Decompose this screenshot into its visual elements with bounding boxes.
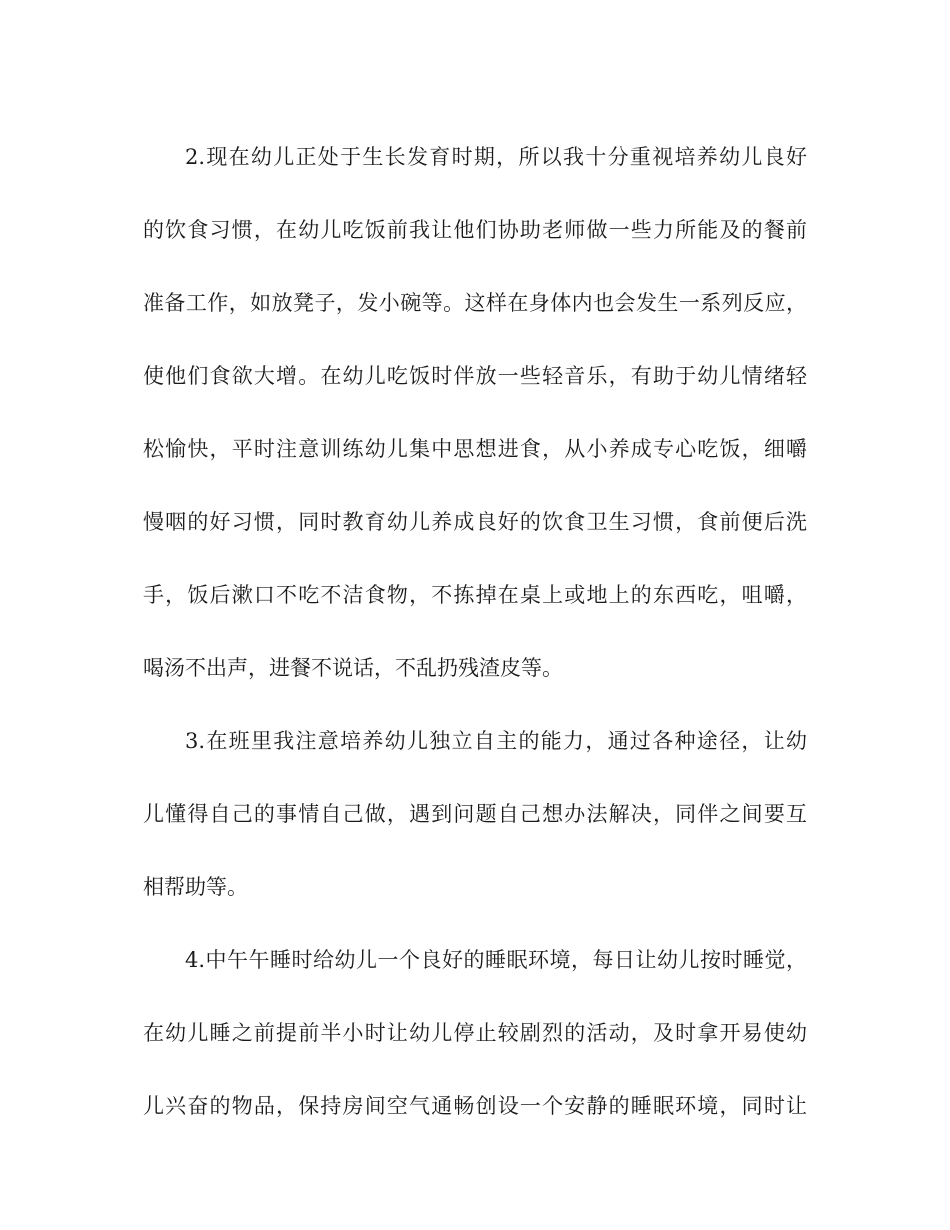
text-line: 2.现在幼儿正处于生长发育时期，所以我十分重视培养幼儿良好 xyxy=(185,145,807,169)
text-line: 手，饭后漱口不吃不洁食物，不拣掉在桌上或地上的东西吃，咀嚼， xyxy=(143,583,807,607)
text-line: 在幼儿睡之前提前半小时让幼儿停止较剧烈的活动，及时拿开易使幼 xyxy=(143,1021,807,1045)
text-line: 喝汤不出声，进餐不说话，不乱扔残渣皮等。 xyxy=(143,656,563,680)
text-line: 4.中午午睡时给幼儿一个良好的睡眠环境，每日让幼儿按时睡觉， xyxy=(185,948,807,972)
document-body xyxy=(143,121,807,1143)
paragraph-2 xyxy=(143,121,807,705)
paragraph-4 xyxy=(143,924,807,1143)
text-line: 3.在班里我注意培养幼儿独立自主的能力，通过各种途径，让幼 xyxy=(185,729,807,753)
text-line: 准备工作，如放凳子，发小碗等。这样在身体内也会发生一系列反应， xyxy=(143,291,807,315)
text-line: 松愉快，平时注意训练幼儿集中思想进食，从小养成专心吃饭，细嚼 xyxy=(143,437,807,461)
text-line: 的饮食习惯，在幼儿吃饭前我让他们协助老师做一些力所能及的餐前 xyxy=(143,218,807,242)
paragraph-3 xyxy=(143,705,807,924)
text-line: 相帮助等。 xyxy=(143,875,248,899)
text-line: 儿懂得自己的事情自己做，遇到问题自己想办法解决，同伴之间要互 xyxy=(143,802,807,826)
text-line: 儿兴奋的物品，保持房间空气通畅创设一个安静的睡眠环境，同时让 xyxy=(143,1094,807,1118)
text-line: 使他们食欲大增。在幼儿吃饭时伴放一些轻音乐，有助于幼儿情绪轻 xyxy=(143,364,807,388)
text-line: 慢咽的好习惯，同时教育幼儿养成良好的饮食卫生习惯，食前便后洗 xyxy=(143,510,807,534)
